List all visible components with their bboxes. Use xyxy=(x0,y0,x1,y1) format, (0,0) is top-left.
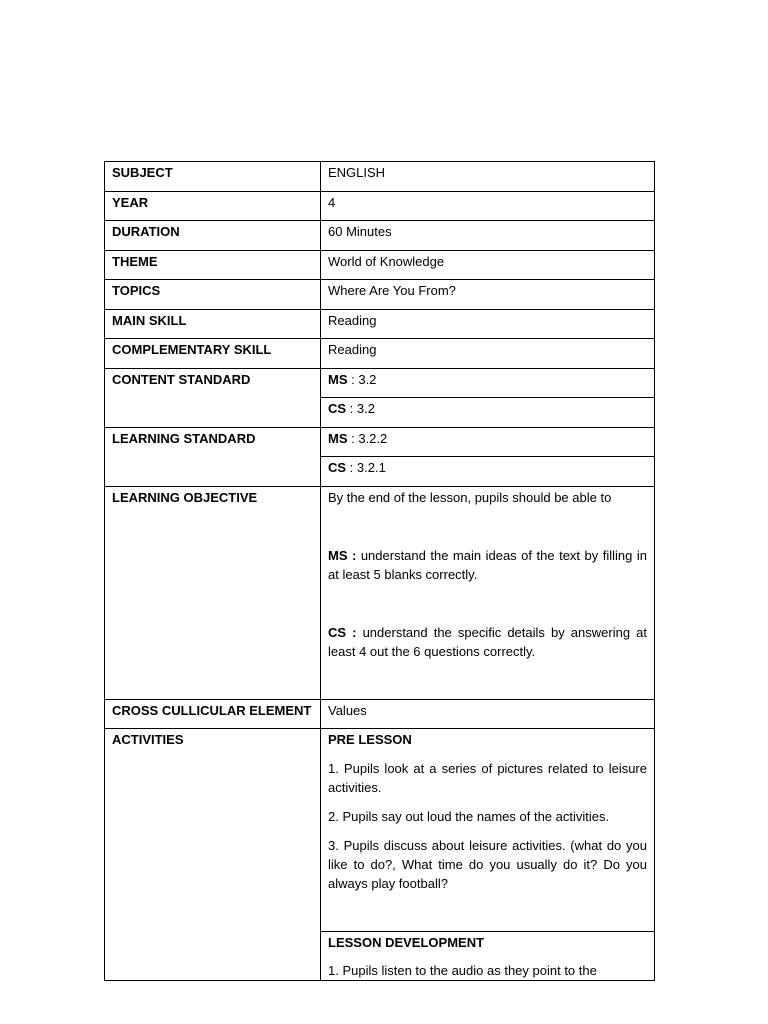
ms-prefix: MS : xyxy=(328,548,357,563)
objective-ms xyxy=(328,546,647,584)
pre-lesson-item: 1. Pupils look at a series of pictures related to leisure activities. xyxy=(328,761,647,795)
row-learning-objective xyxy=(105,487,655,700)
row-subject xyxy=(105,162,655,192)
cs-prefix: CS xyxy=(328,460,347,475)
row-theme xyxy=(105,251,655,280)
cs-prefix: CS xyxy=(328,401,347,416)
ms-value: : 3.2 xyxy=(347,372,377,387)
learning-standard-label: LEARNING STANDARD xyxy=(105,428,321,487)
learning-standard-ms xyxy=(321,428,655,457)
lesson-development-item: 1. Pupils listen to the audio as they point to the xyxy=(328,963,597,978)
theme-label: THEME xyxy=(105,251,321,280)
pre-lesson-heading: PRE LESSON xyxy=(328,732,412,747)
pre-lesson-item: 3. Pupils discuss about leisure activities. (what do you like to do?, What time do you usually do it? Do you always play football? xyxy=(328,838,647,891)
objective-cs xyxy=(328,623,647,661)
pre-lesson-item: 2. Pupils say out loud the names of the activities. xyxy=(328,809,610,824)
ms-text: understand the main ideas of the text by filling in at least 5 blanks correctly. xyxy=(328,548,647,582)
main-skill-label: MAIN SKILL xyxy=(105,310,321,339)
pre-lesson-cell xyxy=(321,729,655,932)
complementary-skill-label: COMPLEMENTARY SKILL xyxy=(105,339,321,369)
ms-prefix: MS xyxy=(328,431,348,446)
duration-label: DURATION xyxy=(105,221,321,251)
row-complementary-skill xyxy=(105,339,655,369)
objective-intro: By the end of the lesson, pupils should be able to xyxy=(328,490,612,505)
row-learning-standard-ms xyxy=(105,428,655,457)
content-standard-label: CONTENT STANDARD xyxy=(105,369,321,428)
subject-value: ENGLISH xyxy=(321,162,655,192)
row-activities-pre-lesson xyxy=(105,729,655,932)
lesson-plan-table xyxy=(104,161,655,981)
topics-label: TOPICS xyxy=(105,280,321,310)
cross-curricular-label: CROSS CULLICULAR ELEMENT xyxy=(105,700,321,729)
content-standard-cs xyxy=(321,398,655,428)
cs-text: understand the specific details by answering at least 4 out the 6 questions correctly. xyxy=(328,625,647,659)
ms-value: : 3.2.2 xyxy=(347,431,388,446)
learning-objective-label: LEARNING OBJECTIVE xyxy=(105,487,321,700)
year-label: YEAR xyxy=(105,192,321,221)
content-standard-ms xyxy=(321,369,655,398)
subject-label: SUBJECT xyxy=(105,162,321,192)
cs-prefix: CS : xyxy=(328,625,357,640)
row-main-skill xyxy=(105,310,655,339)
row-cross-curricular xyxy=(105,700,655,729)
complementary-skill-value: Reading xyxy=(321,339,655,369)
topics-value: Where Are You From? xyxy=(321,280,655,310)
lesson-development-cell xyxy=(321,932,655,981)
theme-value: World of Knowledge xyxy=(321,251,655,280)
learning-standard-cs xyxy=(321,457,655,487)
row-topics xyxy=(105,280,655,310)
main-skill-value: Reading xyxy=(321,310,655,339)
lesson-development-heading: LESSON DEVELOPMENT xyxy=(328,935,485,950)
row-duration xyxy=(105,221,655,251)
cross-curricular-value: Values xyxy=(321,700,655,729)
activities-label: ACTIVITIES xyxy=(105,729,321,981)
ms-prefix: MS xyxy=(328,372,348,387)
year-value: 4 xyxy=(321,192,655,221)
learning-objective-value xyxy=(321,487,655,700)
duration-value: 60 Minutes xyxy=(321,221,655,251)
cs-value: : 3.2 xyxy=(346,401,375,416)
row-year xyxy=(105,192,655,221)
cs-value: : 3.2.1 xyxy=(346,460,386,475)
row-content-standard-ms xyxy=(105,369,655,398)
